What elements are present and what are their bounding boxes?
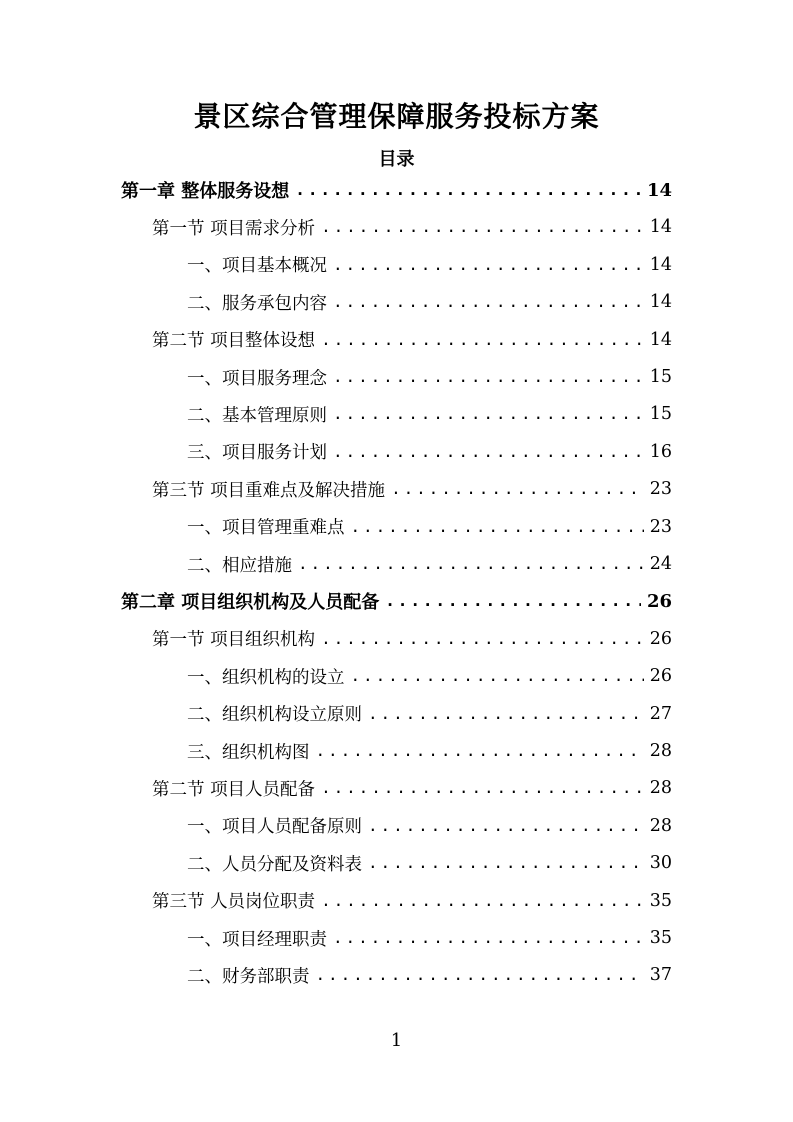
toc-entry-title: 一、组织机构的设立	[187, 667, 345, 688]
toc-leader-dots	[321, 219, 644, 235]
toc-entry-title: 二、基本管理原则	[187, 405, 327, 426]
page-number: 1	[390, 1030, 403, 1051]
toc-leader-dots	[295, 182, 641, 198]
toc-entry-page: 15	[649, 367, 672, 387]
toc-entry-title: 二、相应措施	[187, 555, 292, 576]
toc-section-entry[interactable]	[152, 773, 672, 803]
toc-subsection-entry[interactable]	[187, 699, 672, 729]
toc-leader-dots	[298, 556, 644, 572]
toc-entry-page: 28	[649, 741, 672, 761]
toc-entry-page: 14	[649, 329, 672, 350]
toc-section-entry[interactable]	[152, 325, 672, 355]
toc-entry-title: 第二节 项目整体设想	[152, 331, 316, 352]
toc-entry-title: 二、服务承包内容	[187, 293, 327, 314]
toc-section-entry[interactable]	[152, 212, 672, 242]
toc-subsection-entry[interactable]	[187, 661, 672, 691]
toc-subsection-entry[interactable]	[187, 923, 672, 953]
toc-leader-dots	[333, 444, 644, 460]
toc-leader-dots	[333, 406, 644, 422]
toc-leader-dots	[321, 893, 644, 909]
toc-section-entry[interactable]	[152, 474, 672, 504]
toc-entry-title: 二、组织机构设立原则	[187, 705, 362, 726]
toc-subsection-entry[interactable]	[187, 549, 672, 579]
toc-subsection-entry[interactable]	[187, 736, 672, 766]
toc-entry-title: 一、项目管理重难点	[187, 518, 345, 539]
toc-entry-title: 第一章 整体服务设想	[121, 181, 290, 202]
toc-entry-title: 一、项目人员配备原则	[187, 817, 362, 838]
toc-leader-dots	[316, 743, 644, 759]
toc-leader-dots	[321, 631, 644, 647]
toc-entry-page: 27	[649, 703, 672, 724]
toc-leader-dots	[321, 780, 644, 796]
toc-entry-page: 28	[649, 778, 672, 799]
toc-entry-page: 23	[649, 516, 672, 537]
toc-subsection-entry[interactable]	[187, 512, 672, 542]
toc-entry-page: 26	[649, 628, 672, 649]
toc-subsection-entry[interactable]	[187, 811, 672, 841]
toc-subsection-entry[interactable]	[187, 399, 672, 429]
toc-section-entry[interactable]	[152, 624, 672, 654]
toc-entry-title: 一、项目基本概况	[187, 256, 327, 277]
toc-entry-page: 14	[649, 217, 672, 238]
toc-subsection-entry[interactable]	[187, 437, 672, 467]
toc-leader-dots	[333, 930, 644, 946]
toc-leader-dots	[333, 294, 644, 310]
toc-chapter-entry[interactable]	[121, 586, 672, 616]
toc-leader-dots	[316, 967, 644, 983]
toc-leader-dots	[368, 855, 644, 871]
toc-entry-page: 14	[646, 179, 672, 201]
toc-entry-page: 26	[646, 590, 672, 612]
toc-entry-title: 一、项目服务理念	[187, 368, 327, 389]
toc-entry-title: 第三节 人员岗位职责	[152, 892, 316, 913]
toc-leader-dots	[333, 369, 644, 385]
toc-entry-page: 28	[649, 815, 672, 836]
toc-chapter-entry[interactable]	[121, 175, 672, 205]
toc-entry-title: 三、项目服务计划	[187, 443, 327, 464]
toc-entry-page: 24	[649, 554, 672, 574]
toc-entry-title: 第二章 项目组织机构及人员配备	[121, 592, 380, 614]
toc-leader-dots	[391, 481, 644, 497]
toc-entry-title: 第二节 项目人员配备	[152, 779, 316, 800]
toc-leader-dots	[368, 818, 644, 834]
toc-subsection-entry[interactable]	[187, 250, 672, 280]
toc-entry-title: 一、项目经理职责	[187, 929, 327, 950]
toc-leader-dots	[385, 593, 641, 609]
toc-leader-dots	[321, 332, 644, 348]
toc-entry-page: 14	[649, 292, 672, 313]
document-title: 景区综合管理保障服务投标方案	[193, 100, 600, 133]
toc-subsection-entry[interactable]	[187, 960, 672, 990]
toc-leader-dots	[333, 257, 644, 273]
toc-subsection-entry[interactable]	[187, 848, 672, 878]
toc-entry-page: 26	[649, 666, 672, 687]
toc-section-entry[interactable]	[152, 886, 672, 916]
toc-entry-title: 二、人员分配及资料表	[187, 854, 362, 875]
toc-leader-dots	[351, 519, 644, 535]
toc-entry-page: 15	[649, 404, 672, 425]
toc-subsection-entry[interactable]	[187, 362, 672, 392]
toc-entry-title: 二、财务部职责	[187, 966, 310, 987]
toc-entry-page: 23	[649, 479, 672, 500]
toc-entry-page: 14	[649, 254, 672, 275]
toc-entry-page: 30	[649, 853, 672, 874]
toc-entry-title: 第一节 项目组织机构	[152, 630, 316, 651]
toc-entry-page: 35	[649, 890, 672, 911]
toc-entry-page: 35	[649, 928, 672, 948]
toc-entry-page: 16	[649, 441, 672, 462]
toc-heading: 目录	[378, 149, 415, 170]
toc-leader-dots	[351, 668, 644, 684]
toc-leader-dots	[368, 706, 644, 722]
toc-entry-title: 三、组织机构图	[187, 742, 310, 763]
toc-subsection-entry[interactable]	[187, 287, 672, 317]
toc-entry-title: 第一节 项目需求分析	[152, 218, 316, 239]
toc-entry-title: 第三节 项目重难点及解决措施	[152, 480, 386, 501]
toc-entry-page: 37	[649, 965, 672, 986]
